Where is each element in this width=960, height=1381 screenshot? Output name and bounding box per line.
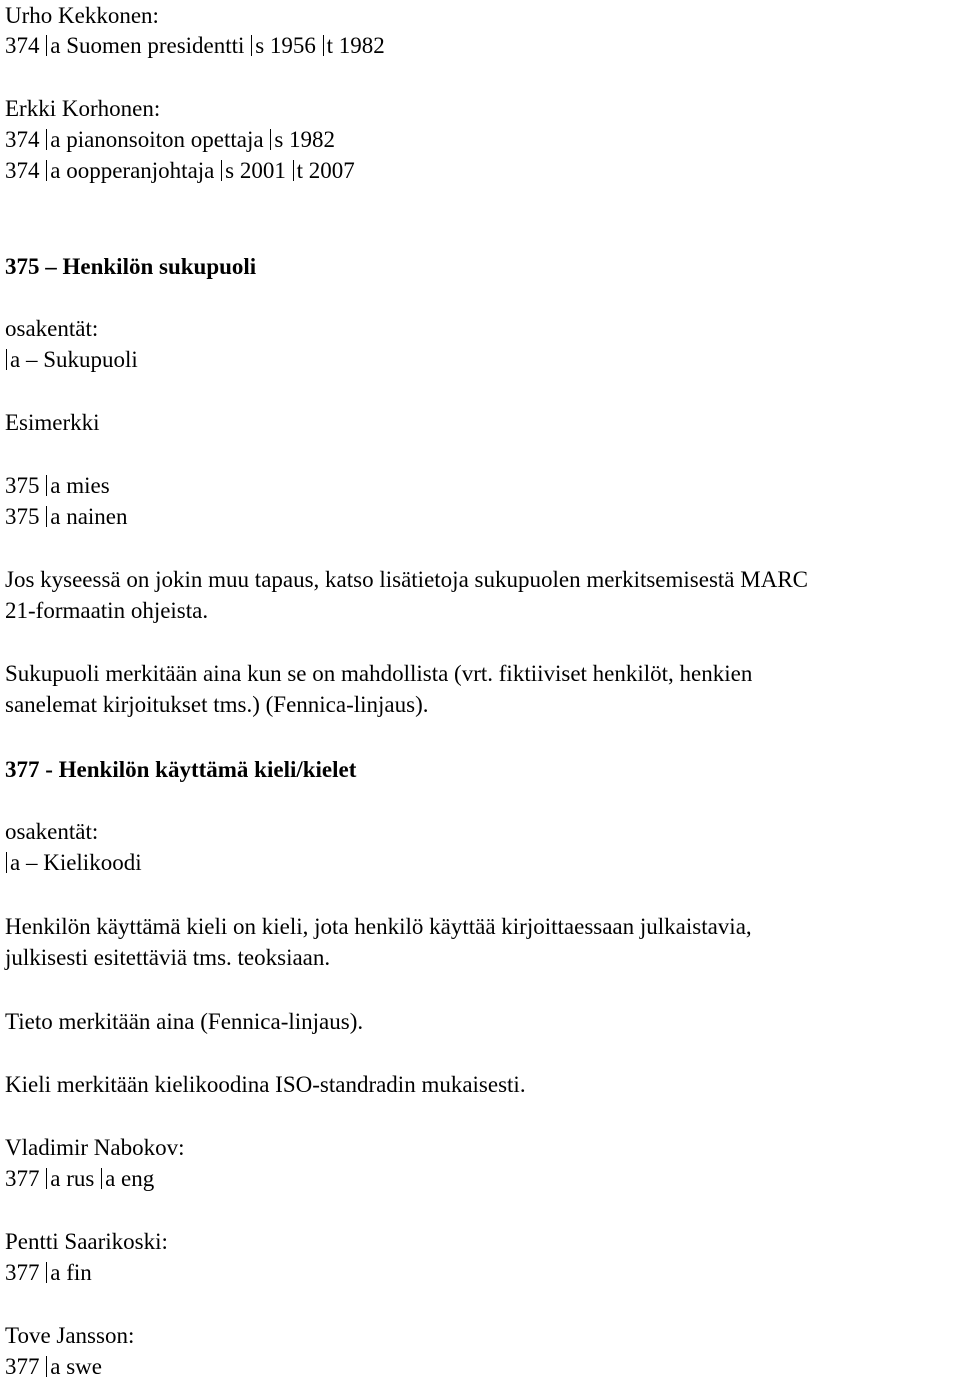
marc-field-line: [5, 1353, 102, 1381]
subfield: s 2001: [225, 158, 286, 183]
subfield: a Suomen presidentti: [50, 33, 245, 58]
section-heading-375: 375 – Henkilön sukupuoli: [5, 254, 257, 279]
paragraph-line: 21-formaatin ohjeista.: [5, 598, 209, 623]
subfield-delimiter: [221, 160, 222, 181]
field-tag: 377: [5, 1166, 40, 1191]
subfield-delimiter: [6, 852, 7, 873]
subfield: a mies: [50, 473, 110, 498]
subfield-delimiter: [46, 1262, 47, 1283]
paragraph-line: Sukupuoli merkitään aina kun se on mahdollista (vrt. fiktiiviset henkilöt, henkien: [5, 661, 753, 686]
field-tag: 377: [5, 1260, 40, 1285]
field-tag: 375: [5, 473, 40, 498]
subfield-text: a – Kielikoodi: [10, 850, 142, 875]
person-name: Vladimir Nabokov:: [5, 1135, 185, 1160]
paragraph-line: Tieto merkitään aina (Fennica-linjaus).: [5, 1009, 364, 1034]
subfield-delimiter: [323, 35, 324, 56]
subfield: a nainen: [50, 504, 128, 529]
field-tag: 377: [5, 1354, 40, 1379]
subfield-delimiter: [101, 1168, 102, 1189]
field-tag: 374: [5, 127, 40, 152]
marc-field-line: [5, 503, 128, 531]
subfield: s 1982: [274, 127, 336, 152]
person-name: Pentti Saarikoski:: [5, 1229, 168, 1254]
section-heading-377: 377 - Henkilön käyttämä kieli/kielet: [5, 757, 357, 782]
subfield-delimiter: [6, 349, 7, 370]
subfield-delimiter: [46, 1356, 47, 1377]
marc-field-line: [5, 32, 385, 60]
subfield: a pianonsoiton opettaja: [50, 127, 264, 152]
person-name: Tove Jansson:: [5, 1323, 135, 1348]
example-label: Esimerkki: [5, 410, 100, 435]
subfield: s 1956: [255, 33, 316, 58]
person-name: Erkki Korhonen:: [5, 96, 161, 121]
subfield: t 2007: [296, 158, 355, 183]
marc-field-line: [5, 1259, 92, 1287]
subfield-delimiter: [270, 129, 271, 150]
subfields-label: osakentät:: [5, 316, 99, 341]
paragraph-line: Jos kyseessä on jokin muu tapaus, katso lisätietoja sukupuolen merkitsemisestä MARC: [5, 567, 809, 592]
subfield-text: a – Sukupuoli: [10, 347, 138, 372]
paragraph-line: Henkilön käyttämä kieli on kieli, jota henkilö käyttää kirjoittaessaan julkaistavia,: [5, 914, 752, 939]
subfield: a fin: [50, 1260, 92, 1285]
subfield: a oopperanjohtaja: [50, 158, 215, 183]
subfield-delimiter: [293, 160, 294, 181]
person-name: Urho Kekkonen:: [5, 3, 159, 28]
subfield-delimiter: [251, 35, 252, 56]
subfields-label: osakentät:: [5, 819, 99, 844]
paragraph-line: sanelemat kirjoitukset tms.) (Fennica-linjaus).: [5, 692, 429, 717]
paragraph-line: julkisesti esitettäviä tms. teoksiaan.: [5, 945, 331, 970]
subfield-definition: [5, 346, 138, 374]
subfield-delimiter: [46, 35, 47, 56]
subfield: a eng: [105, 1166, 155, 1191]
subfield: t 1982: [326, 33, 385, 58]
paragraph-line: Kieli merkitään kielikoodina ISO-standradin mukaisesti.: [5, 1072, 526, 1097]
marc-field-line: [5, 126, 335, 154]
subfield-delimiter: [46, 1168, 47, 1189]
subfield-delimiter: [46, 506, 47, 527]
field-tag: 374: [5, 158, 40, 183]
field-tag: 374: [5, 33, 40, 58]
field-tag: 375: [5, 504, 40, 529]
subfield: a rus: [50, 1166, 95, 1191]
subfield-delimiter: [46, 129, 47, 150]
subfield-delimiter: [46, 160, 47, 181]
subfield: a swe: [50, 1354, 102, 1379]
marc-field-line: [5, 1165, 154, 1193]
marc-field-line: [5, 472, 110, 500]
subfield-definition: [5, 849, 142, 877]
subfield-delimiter: [46, 475, 47, 496]
marc-field-line: [5, 157, 355, 185]
